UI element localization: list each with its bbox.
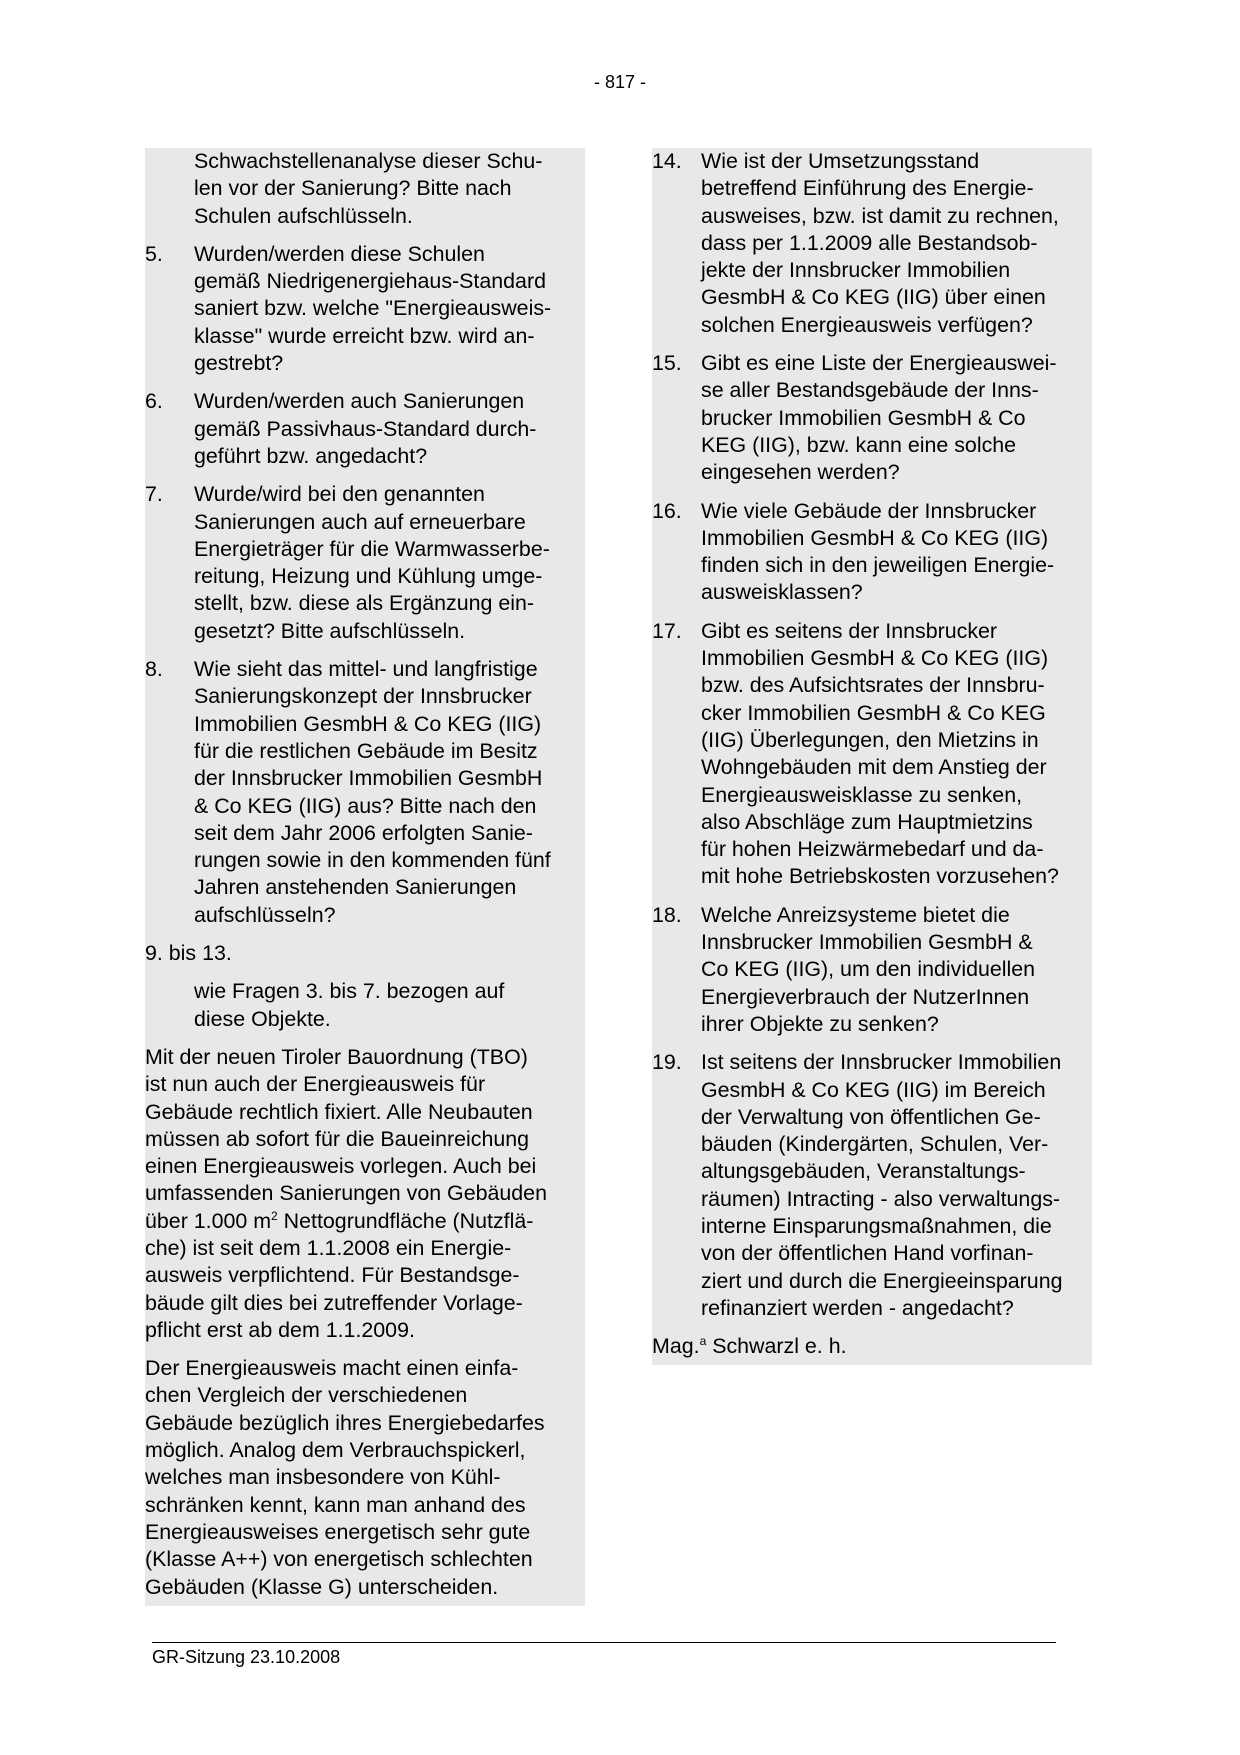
- text-line: ausweisklassen?: [701, 580, 863, 605]
- question-item: [652, 1049, 1092, 1322]
- left-question-list: [145, 241, 585, 929]
- footer-rule: [152, 1642, 1056, 1643]
- text-line: Welche Anreizsysteme bietet die: [701, 902, 1010, 927]
- text-line: ziert und durch die Energieeinsparung: [701, 1268, 1063, 1293]
- question-text: [194, 656, 585, 929]
- text-line: altungsgebäuden, Veranstaltungs-: [701, 1159, 1026, 1184]
- text-line: gemäß Passivhaus-Standard durch-: [194, 416, 537, 441]
- text-line: für die restlichen Gebäude im Besitz: [194, 738, 538, 763]
- text-line: se aller Bestandsgebäude der Inns-: [701, 378, 1039, 403]
- question-item: [145, 656, 585, 929]
- question-number: 16.: [652, 498, 682, 523]
- text-line: Immobilien GesmbH & Co KEG (IIG): [194, 711, 542, 736]
- text-line: der Innsbrucker Immobilien GesmbH: [194, 766, 543, 791]
- text-line: Energieträger für die Warmwasserbe-: [194, 536, 550, 561]
- text-line: geführt bzw. angedacht?: [194, 443, 428, 468]
- text-line: Wie ist der Umsetzungsstand: [701, 149, 980, 173]
- question-item: [652, 148, 1092, 339]
- text-line: Wurde/wird bei den genannten: [194, 482, 485, 507]
- question-text: [701, 902, 1092, 1038]
- question-number: 17.: [652, 618, 682, 643]
- question-text: [701, 1049, 1092, 1322]
- text-line: che) ist seit dem 1.1.2008 ein Energie-: [145, 1235, 512, 1260]
- text-line: Schwachstellenanalyse dieser Schu-: [194, 149, 543, 173]
- text-line: saniert bzw. welche "Energieausweis-: [194, 296, 552, 321]
- question-number: 7.: [145, 482, 163, 507]
- question-number: 8.: [145, 657, 163, 682]
- text-line: Ist seitens der Innsbrucker Immobilien: [701, 1050, 1062, 1075]
- text-line: ihrer Objekte zu senken?: [701, 1011, 939, 1036]
- footer-text: GR-Sitzung 23.10.2008: [152, 1647, 341, 1667]
- text-line: ausweises, bzw. ist damit zu rechnen,: [701, 203, 1059, 228]
- text-line: ausweis verpflichtend. Für Bestandsge-: [145, 1263, 520, 1288]
- text-line: Gebäuden (Klasse G) unterscheiden.: [145, 1574, 499, 1599]
- question-text: [194, 388, 585, 470]
- text-line: diese Objekte.: [194, 1006, 331, 1031]
- text-line: dass per 1.1.2009 alle Bestandsob-: [701, 230, 1038, 255]
- text-line: betreffend Einführung des Energie-: [701, 176, 1034, 201]
- text-line: welches man insbesondere von Kühl-: [145, 1465, 501, 1490]
- text-line: Wie viele Gebäude der Innsbrucker: [701, 498, 1037, 523]
- text-line: wie Fragen 3. bis 7. bezogen auf: [194, 979, 505, 1004]
- text-line: bäuden (Kindergärten, Schulen, Ver-: [701, 1132, 1049, 1157]
- text-line: Wurden/werden diese Schulen: [194, 241, 485, 266]
- question-text: [701, 498, 1092, 607]
- text-line: Gibt es eine Liste der Energieauswei-: [701, 351, 1057, 376]
- text-line: müssen ab sofort für die Baueinreichung: [145, 1126, 530, 1151]
- question-number: 14.: [652, 149, 682, 173]
- text-line: GesmbH & Co KEG (IIG) über einen: [701, 285, 1046, 310]
- question-item: [652, 350, 1092, 486]
- text-line: jekte der Innsbrucker Immobilien: [701, 258, 1011, 283]
- text-line: Wurden/werden auch Sanierungen: [194, 389, 525, 414]
- text-line: solchen Energieausweis verfügen?: [701, 312, 1033, 337]
- question-item: [652, 902, 1092, 1038]
- continuation-text: [145, 148, 585, 230]
- text-line: Sanierungen auch auf erneuerbare: [194, 509, 526, 534]
- text-line: einen Energieausweis vorlegen. Auch bei: [145, 1154, 537, 1179]
- superscript-2: 2: [271, 1208, 278, 1223]
- text-line: Immobilien GesmbH & Co KEG (IIG): [701, 525, 1049, 550]
- text-line: gesetzt? Bitte aufschlüsseln.: [194, 618, 466, 643]
- signature: Mag.$^a$ Schwarzl e. h.: [652, 1334, 847, 1359]
- text-line: bzw. des Aufsichtsrates der Innsbru-: [701, 673, 1045, 698]
- text-line: Energieausweises energetisch sehr gute: [145, 1519, 531, 1544]
- question-number: 15.: [652, 351, 682, 376]
- text-line: aufschlüsseln?: [194, 902, 336, 927]
- question-item: [652, 618, 1092, 891]
- text-line: Wie sieht das mittel- und langfristige: [194, 657, 538, 682]
- text-line: len vor der Sanierung? Bitte nach: [194, 176, 512, 201]
- left-column: [145, 148, 585, 1606]
- question-number: 18.: [652, 902, 682, 927]
- text-line: cker Immobilien GesmbH & Co KEG: [701, 700, 1046, 725]
- text-line: klasse" wurde erreicht bzw. wird an-: [194, 323, 535, 348]
- text-line: & Co KEG (IIG) aus? Bitte nach den: [194, 793, 537, 818]
- text-line: Wohngebäuden mit dem Anstieg der: [701, 755, 1047, 780]
- text-line: ist nun auch der Energieausweis für: [145, 1072, 486, 1097]
- question-text: [701, 350, 1092, 486]
- paragraph-tbo: [145, 1044, 585, 1344]
- text-line: (IIG) Überlegungen, den Mietzins in: [701, 727, 1039, 752]
- text-line: pflicht erst ab dem 1.1.2009.: [145, 1317, 415, 1342]
- question-number: 5.: [145, 241, 163, 266]
- text-line: GesmbH & Co KEG (IIG) im Bereich: [701, 1077, 1046, 1102]
- text-line: Der Energieausweis macht einen einfa-: [145, 1356, 519, 1381]
- text-line: Mit der neuen Tiroler Bauordnung (TBO): [145, 1044, 528, 1069]
- text-line: Gebäude rechtlich fixiert. Alle Neubauten: [145, 1099, 533, 1124]
- text-line: refinanziert werden - angedacht?: [701, 1295, 1014, 1320]
- question-text: [194, 481, 585, 645]
- question-text: [194, 241, 585, 377]
- text-line: möglich. Analog dem Verbrauchspickerl,: [145, 1438, 526, 1463]
- range-label: 9. bis 13.: [145, 941, 232, 966]
- question-item: [145, 481, 585, 645]
- sup-line: über 1.000 $m^2$ Nettogrundfläche (Nutzflä-: [145, 1208, 534, 1233]
- question-number: 6.: [145, 389, 163, 414]
- question-number: 19.: [652, 1050, 682, 1075]
- text-line: (Klasse A++) von energetisch schlechten: [145, 1547, 533, 1572]
- text-line: KEG (IIG), bzw. kann eine solche: [701, 432, 1017, 457]
- question-text: [701, 148, 1092, 339]
- text-line: gestrebt?: [194, 351, 284, 376]
- right-question-list: [652, 148, 1092, 1322]
- right-column: [652, 148, 1092, 1365]
- text-line: Co KEG (IIG), um den individuellen: [701, 957, 1036, 982]
- text-line: Gebäude bezüglich ihres Energiebedarfes: [145, 1410, 545, 1435]
- text-line: Gibt es seitens der Innsbrucker: [701, 618, 998, 643]
- text-line: reitung, Heizung und Kühlung umge-: [194, 564, 543, 589]
- question-item: [652, 498, 1092, 607]
- range-text: [145, 978, 585, 1033]
- text-line: gemäß Niedrigenergiehaus-Standard: [194, 269, 546, 294]
- text-line: der Verwaltung von öffentlichen Ge-: [701, 1104, 1041, 1129]
- text-line: Energieausweisklasse zu senken,: [701, 782, 1023, 807]
- text-line: also Abschläge zum Hauptmietzins: [701, 809, 1033, 834]
- text-line: räumen) Intracting - also verwaltungs-: [701, 1186, 1061, 1211]
- text-line: schränken kennt, kann man anhand des: [145, 1492, 526, 1517]
- paragraph-energieausweis: [145, 1355, 585, 1601]
- text-line: Schulen aufschlüsseln.: [194, 203, 413, 228]
- text-line: chen Vergleich der verschiedenen: [145, 1383, 468, 1408]
- text-line: mit hohe Betriebskosten vorzusehen?: [701, 864, 1059, 889]
- text-line: umfassenden Sanierungen von Gebäuden: [145, 1181, 547, 1206]
- page-number: - 817 -: [593, 72, 647, 92]
- question-item: [145, 388, 585, 470]
- text-line: finden sich in den jeweiligen Energie-: [701, 553, 1055, 578]
- text-line: von der öffentlichen Hand vorfinan-: [701, 1241, 1034, 1266]
- text-line: interne Einsparungsmaßnahmen, die: [701, 1213, 1052, 1238]
- question-text: [701, 618, 1092, 891]
- text-line: seit dem Jahr 2006 erfolgten Sanie-: [194, 820, 533, 845]
- text-line: brucker Immobilien GesmbH & Co: [701, 405, 1026, 430]
- text-line: rungen sowie in den kommenden fünf: [194, 848, 551, 873]
- text-line: eingesehen werden?: [701, 460, 900, 485]
- text-line: stellt, bzw. diese als Ergänzung ein-: [194, 591, 535, 616]
- text-line: Jahren anstehenden Sanierungen: [194, 875, 517, 900]
- text-line: Sanierungskonzept der Innsbrucker: [194, 684, 532, 709]
- text-line: Innsbrucker Immobilien GesmbH &: [701, 930, 1033, 955]
- text-line: für hohen Heizwärmebedarf und da-: [701, 837, 1044, 862]
- text-line: Immobilien GesmbH & Co KEG (IIG): [701, 646, 1049, 671]
- question-item: [145, 241, 585, 377]
- text-line: bäude gilt dies bei zutreffender Vorlage-: [145, 1290, 523, 1315]
- text-line: Energieverbrauch der NutzerInnen: [701, 984, 1030, 1009]
